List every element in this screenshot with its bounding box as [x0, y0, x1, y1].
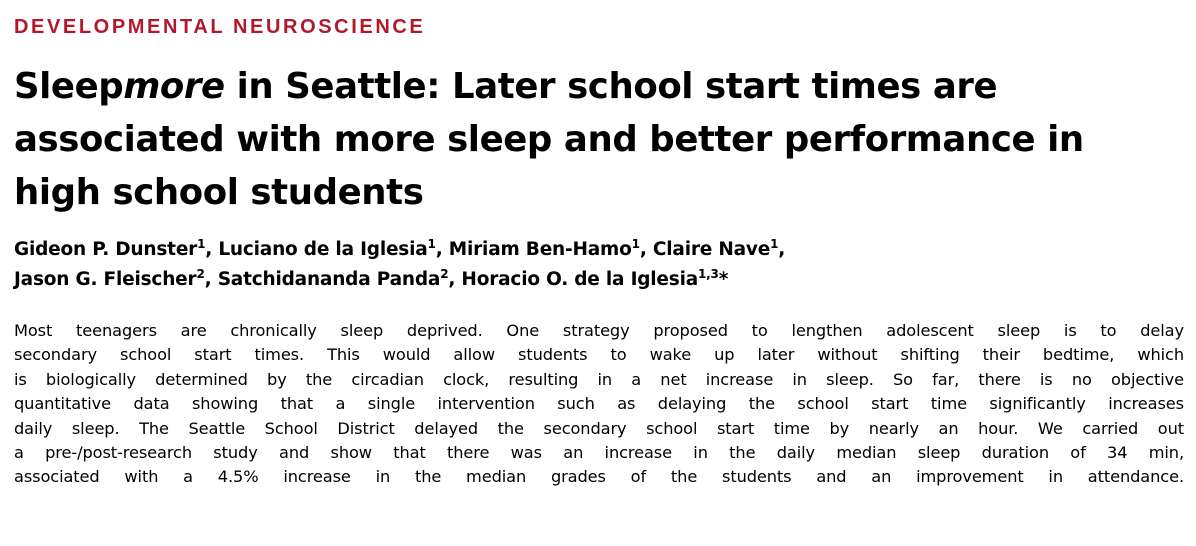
abstract-line: secondary school start times. This would allow students to wake up later without shifting their bedtime, which — [14, 345, 1184, 365]
author: Horacio O. de la Iglesia$^{1,3}$* — [461, 266, 729, 290]
title-line-2: associated with more sleep and better performance in — [14, 119, 1084, 160]
author: Miriam Ben-Hamo$^1$, — [448, 236, 653, 260]
author: Jason G. Fleischer$^2$, — [14, 266, 218, 290]
author: Luciano de la Iglesia$^1$, — [218, 236, 449, 260]
abstract-line: daily sleep. The Seattle School District delayed the secondary school start time by nearly an hour. We carried out — [14, 418, 1184, 438]
author-line-1 — [14, 235, 1184, 265]
affiliation-marker: 1 — [197, 236, 206, 251]
affiliation-marker: 1 — [427, 236, 436, 251]
affiliation-marker: 2 — [196, 266, 205, 281]
article-title — [14, 60, 1184, 219]
author: Claire Nave$^1$, — [652, 236, 786, 260]
affiliation-marker: 1,3 — [698, 266, 719, 281]
author: Satchidananda Panda$^2$, — [217, 266, 462, 290]
abstract-line: Most teenagers are chronically sleep deprived. One strategy proposed to lengthen adolescent sleep is to delay — [14, 321, 1184, 340]
affiliation-marker: 1 — [770, 236, 779, 251]
abstract — [14, 319, 1184, 490]
abstract-line: associated with a 4.5% increase in the median grades of the students and an improvement in attendance. — [14, 467, 1184, 487]
author: Gideon P. Dunster$^1$, — [14, 236, 219, 260]
corresponding-author-marker: * — [718, 269, 729, 290]
author-line-2 — [14, 265, 1184, 295]
author-list — [14, 235, 1184, 295]
title-line-1: Sleepmore in Seattle: Later school start times are — [14, 66, 998, 107]
abstract-line: a pre-/post-research study and show that there was an increase in the daily median sleep duration of 34 min, — [14, 443, 1184, 463]
affiliation-marker: 2 — [440, 266, 449, 281]
title-italic-word: more — [123, 66, 225, 107]
abstract-line: quantitative data showing that a single intervention such as delaying the school start time significantly increases — [14, 394, 1184, 414]
title-line-3: high school students — [14, 172, 424, 213]
article-header — [14, 0, 1184, 490]
abstract-line: is biologically determined by the circadian clock, resulting in a net increase in sleep. So far, there is no objective — [14, 369, 1184, 389]
section-label: DEVELOPMENTAL NEUROSCIENCE — [14, 16, 426, 38]
affiliation-marker: 1 — [631, 236, 640, 251]
